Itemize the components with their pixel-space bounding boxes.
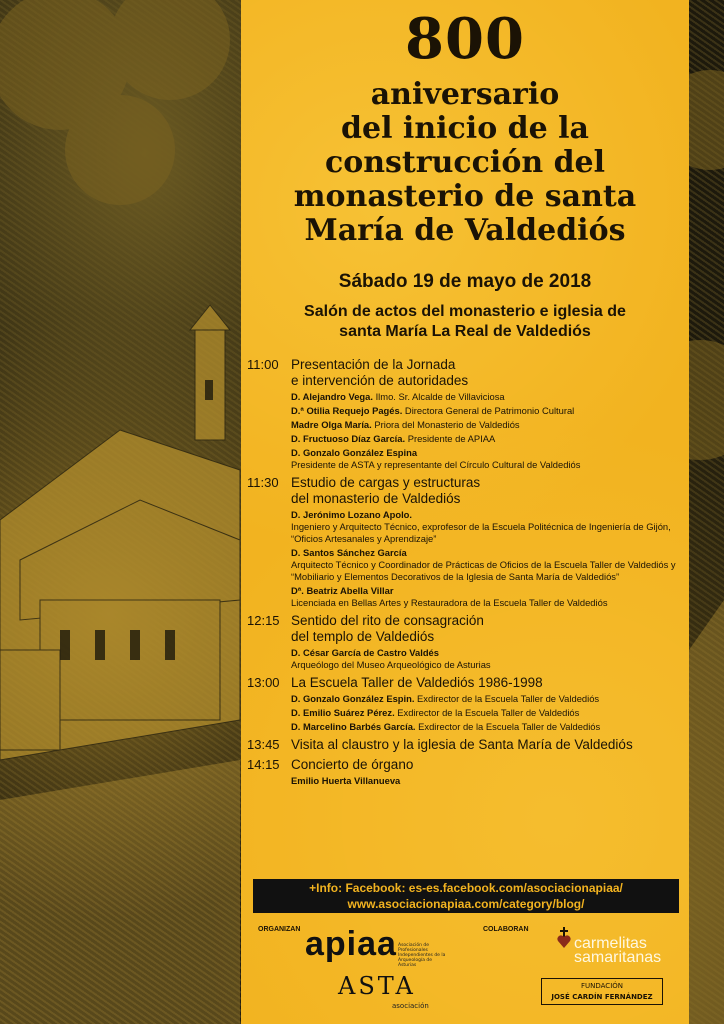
speaker-role: Presidente de APIAA	[405, 433, 496, 444]
fundacion-name: JOSÉ CARDÍN FERNÁNDEZ	[551, 993, 653, 1001]
speaker	[291, 433, 687, 445]
speaker-role: Ingeniero y Arquitecto Técnico, exprofesor de la Escuela Politécnica de Ingeniería de Gijón, “Oficios Artesanales y Aprendizaje”	[291, 521, 671, 544]
speaker-role: Arquitecto Técnico y Coordinador de Prácticas de Oficios de la Escuela Taller de Valdediós y “Mobiliario y Elementos Decorativos de la Iglesia de Santa María de Valdediós”	[291, 559, 676, 582]
speaker	[291, 447, 687, 471]
website-link[interactable]: www.asociacionapiaa.com/category/blog/	[347, 897, 585, 911]
program-time: 12:15	[247, 613, 280, 628]
program-item	[247, 357, 687, 471]
speaker-name: D. Gonzalo González Espina	[291, 447, 418, 458]
speaker-name: D. Santos Sánchez García	[291, 547, 407, 558]
speaker	[291, 547, 687, 583]
program-body	[291, 675, 687, 733]
program-time: 13:00	[247, 675, 280, 690]
title-line: del inicio de la	[341, 111, 589, 146]
speaker	[291, 647, 687, 671]
program-schedule	[247, 357, 687, 791]
program-time: 11:30	[247, 475, 279, 490]
program-title: Presentación de la Jornada	[291, 357, 456, 372]
program-time: 14:15	[247, 757, 280, 772]
program-item	[247, 613, 687, 671]
speaker-role: Licenciada en Bellas Artes y Restauradora de la Escuela Taller de Valdediós	[291, 597, 608, 608]
speaker	[291, 693, 687, 705]
asta-logo: ASTA	[338, 972, 416, 1000]
program-title: Estudio de cargas y estructuras	[291, 475, 481, 490]
program-body	[291, 475, 687, 609]
program-title: Visita al claustro y la iglesia de Santa María de Valdediós	[291, 737, 633, 752]
program-body	[291, 613, 687, 671]
asta-logo-subtitle: asociación	[392, 1002, 429, 1010]
heart-cross-icon	[557, 927, 571, 949]
speaker-role: Priora del Monasterio de Valdediós	[371, 419, 520, 430]
anniversary-number: 800	[405, 6, 525, 72]
program-time: 11:00	[247, 357, 279, 372]
speaker-name: D. Fructuoso Díaz García.	[291, 433, 406, 444]
event-title	[241, 78, 689, 248]
speaker-name: D. César García de Castro Valdés	[291, 647, 439, 658]
speaker-name: Madre Olga María.	[291, 419, 372, 430]
speaker-role: Directora General de Patrimonio Cultural	[402, 405, 575, 416]
program-item	[247, 737, 687, 753]
speaker-role: Exdirector de la Escuela Taller de Valdediós	[394, 707, 580, 718]
event-venue	[241, 302, 689, 342]
carmelitas-line: carmelitas	[574, 935, 647, 952]
speaker-name: D. Jerónimo Lozano Apolo.	[291, 509, 413, 520]
speaker	[291, 509, 687, 545]
apiaa-logo-subtitle: Asociación de Profesionales Independientes de la Arqueología de Asturias	[398, 943, 446, 968]
event-date: Sábado 19 de mayo de 2018	[338, 271, 592, 292]
program-title: Concierto de órgano	[291, 757, 414, 772]
apiaa-logo: apiaa	[305, 925, 397, 963]
program-title: e intervención de autoridades	[291, 373, 469, 388]
speaker-name: Dª. Beatriz Abella Villar	[291, 585, 394, 596]
program-item	[247, 757, 687, 787]
program-title: del monasterio de Valdediós	[291, 491, 461, 506]
title-line: María de Valdediós	[304, 213, 626, 248]
speaker	[291, 707, 687, 719]
program-title: del templo de Valdediós	[291, 629, 435, 644]
speaker-name: D. Alejandro Vega.	[291, 391, 373, 402]
program-item	[247, 675, 687, 733]
speaker	[291, 391, 687, 403]
facebook-link[interactable]: +Info: Facebook: es-es.facebook.com/asociacionapiaa/	[309, 881, 623, 895]
venue-line: Salón de actos del monasterio e iglesia de	[304, 303, 626, 320]
program-body	[291, 737, 687, 753]
speaker-role: Presidente de ASTA y representante del Círculo Cultural de Valdediós	[291, 459, 581, 470]
speaker-role: Ilmo. Sr. Alcalde de Villaviciosa	[372, 391, 505, 402]
title-line: aniversario	[370, 77, 560, 112]
speaker	[291, 419, 687, 431]
speaker-name: D. Gonzalo González Espin.	[291, 693, 415, 704]
speaker-name: D. Emilio Suárez Pérez.	[291, 707, 395, 718]
speaker-role: Arqueólogo del Museo Arqueológico de Asturias	[291, 659, 491, 670]
carmelitas-line: samaritanas	[574, 949, 662, 966]
speaker	[291, 585, 687, 609]
speaker-name: Emilio Huerta Villanueva	[291, 775, 401, 786]
speaker	[291, 721, 687, 733]
title-line: construcción del	[324, 145, 606, 180]
organizan-label: ORGANIZAN	[258, 926, 301, 933]
speaker-name: D. Marcelino Barbés García.	[291, 721, 416, 732]
fundacion-logo	[541, 978, 663, 1005]
program-title: Sentido del rito de consagración	[291, 613, 484, 628]
program-title: La Escuela Taller de Valdediós 1986-1998	[291, 675, 543, 690]
speaker-role: Exdirector de la Escuela Taller de Valdediós	[414, 693, 600, 704]
program-body	[291, 357, 687, 471]
speaker-name: D.ª Otilia Requejo Pagés.	[291, 405, 403, 416]
info-banner	[253, 879, 679, 913]
carmelitas-logo	[574, 937, 661, 965]
venue-line: santa María La Real de Valdediós	[339, 323, 591, 340]
program-body	[291, 757, 687, 787]
program-time: 13:45	[247, 737, 280, 752]
title-line: monasterio de santa	[293, 179, 637, 214]
fundacion-label: FUNDACIÓN	[580, 982, 624, 990]
speaker	[291, 775, 687, 787]
speaker-role: Exdirector de la Escuela Taller de Valdediós	[415, 721, 601, 732]
speaker	[291, 405, 687, 417]
colaboran-label: COLABORAN	[483, 926, 529, 933]
program-item	[247, 475, 687, 609]
